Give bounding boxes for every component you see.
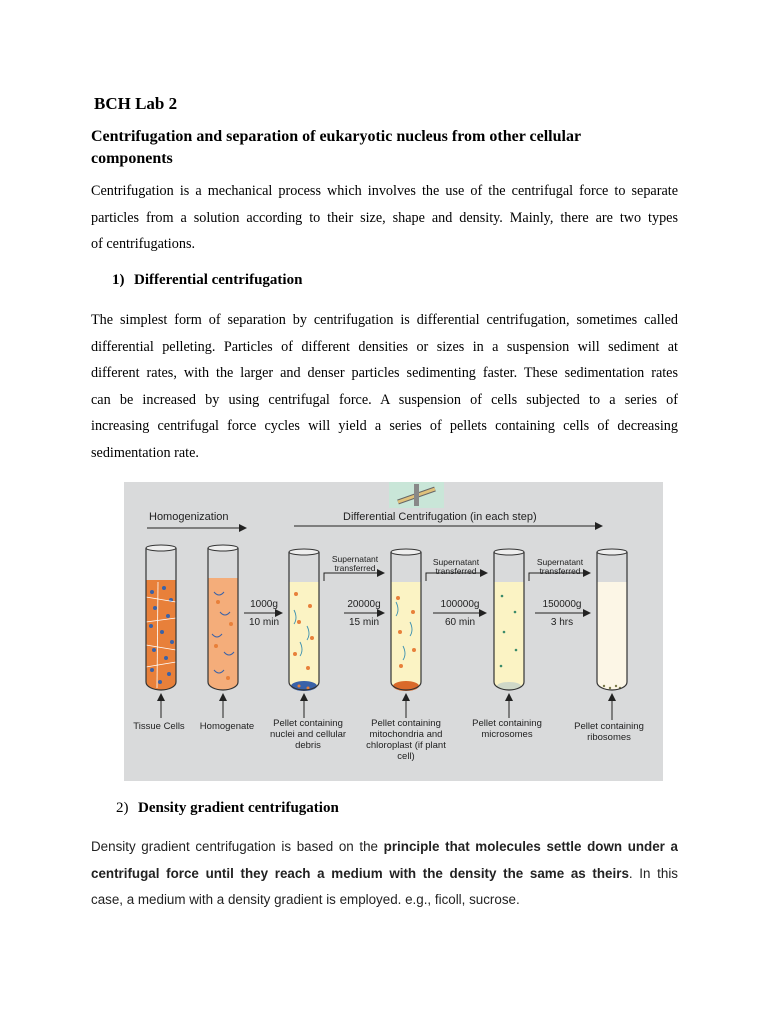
section-2-line <box>91 861 678 888</box>
section-1-heading <box>112 272 302 289</box>
tube-label: nuclei and cellular <box>269 729 347 740</box>
centrifugation-figure <box>124 482 663 781</box>
section-2-number: 2) <box>116 800 129 816</box>
section-2-heading <box>116 800 339 817</box>
transfer-label: Supernatant <box>536 557 584 567</box>
intro-line: Centrifugation is a mechanical process which involves the use of the centrifugal force to separate <box>91 183 678 199</box>
main-title-line-1: Centrifugation and separation of eukaryotic nucleus from other cellular <box>91 128 582 145</box>
tube-label: chloroplast (if plant <box>366 740 446 751</box>
section-2-line <box>91 834 678 861</box>
section-1-line: increasing centrifugal force cycles will yield a series of pellets containing cells of decreasing <box>91 418 678 434</box>
section-1-line: sedimentation rate. <box>91 444 199 461</box>
tube-homogenate <box>208 545 238 690</box>
tube-1000g <box>289 549 319 691</box>
tube-label: Pellet containing <box>371 718 441 729</box>
main-title <box>91 126 691 170</box>
section-1-line: different rates, with the larger and denser particles sedimenting faster. These sedimentation rates <box>91 365 678 381</box>
transfer-label: Supernatant <box>432 557 480 567</box>
centrifugation-diagram <box>124 482 663 781</box>
section-2-paragraph <box>91 834 678 914</box>
tube-label: Pellet containing <box>574 721 644 732</box>
section-1-line: The simplest form of separation by centrifugation is differential centrifugation, sometimes called <box>91 312 678 328</box>
tube-label: Homogenate <box>199 721 255 732</box>
tube-label: Pellet containing <box>273 718 343 729</box>
tube-label: mitochondria and <box>369 729 443 740</box>
section-1-title: Differential centrifugation <box>134 272 303 288</box>
section-2-principle: centrifugal force until they reach a medium with the density the same as theirs <box>91 865 629 881</box>
step-force: 150000g <box>542 599 582 610</box>
tube-label: debris <box>295 740 321 751</box>
centrifuge-rotor-icon <box>389 482 444 508</box>
section-1-line: differential pelleting. Particles of different densities or sizes in a suspension will sediment at <box>91 338 678 355</box>
intro-line: particles from a solution according to their size, shape and density. Mainly, there are two types <box>91 209 678 226</box>
step-force: 1000g <box>250 599 278 610</box>
section-2-title: Density gradient centrifugation <box>138 800 339 816</box>
transfer-label: transferred <box>539 566 581 576</box>
homogenization-label: Homogenization <box>149 511 229 523</box>
step-time: 60 min <box>444 617 476 628</box>
section-1-paragraph <box>91 307 678 466</box>
step-force: 20000g <box>347 599 381 610</box>
section-2-principle: principle that molecules settle down under a <box>383 839 678 854</box>
section-1-number: 1) <box>112 272 125 288</box>
step-force: 100000g <box>440 599 480 610</box>
tube-100000g <box>494 549 524 690</box>
intro-line: of centrifugations. <box>91 236 196 252</box>
transfer-label: Supernatant <box>331 554 379 564</box>
tube-tissue-cells <box>146 545 176 690</box>
section-2-line: case, a medium with a density gradient is employed. e.g., ficoll, sucrose. <box>91 892 520 907</box>
tube-label: Tissue Cells <box>133 721 185 732</box>
tube-labels <box>133 718 644 762</box>
section-2-text: Density gradient centrifugation is based on the <box>91 839 384 854</box>
step-time: 10 min <box>248 617 280 628</box>
tube-20000g <box>391 549 421 691</box>
tube-label: Pellet containing <box>472 718 542 729</box>
tube-150000g <box>597 549 627 690</box>
differential-label: Differential Centrifugation (in each step) <box>343 511 537 523</box>
transfer-label: transferred <box>334 563 376 573</box>
lab-title: BCH Lab 2 <box>94 94 178 113</box>
step-time: 3 hrs <box>550 617 574 628</box>
transfer-labels <box>332 554 584 576</box>
step-time: 15 min <box>348 617 380 628</box>
tube-label: ribosomes <box>587 732 631 743</box>
section-1-line: can be increased by using centrifugal force. A suspension of cells subjected to a series of <box>91 391 678 408</box>
pointer-arrows <box>161 694 612 720</box>
tube-label: cell) <box>397 751 415 762</box>
section-2-text: . In this <box>628 865 678 881</box>
main-title-line-2: components <box>91 150 173 167</box>
transfer-label: transferred <box>435 566 477 576</box>
intro-paragraph <box>91 178 678 258</box>
tube-label: microsomes <box>481 729 533 740</box>
